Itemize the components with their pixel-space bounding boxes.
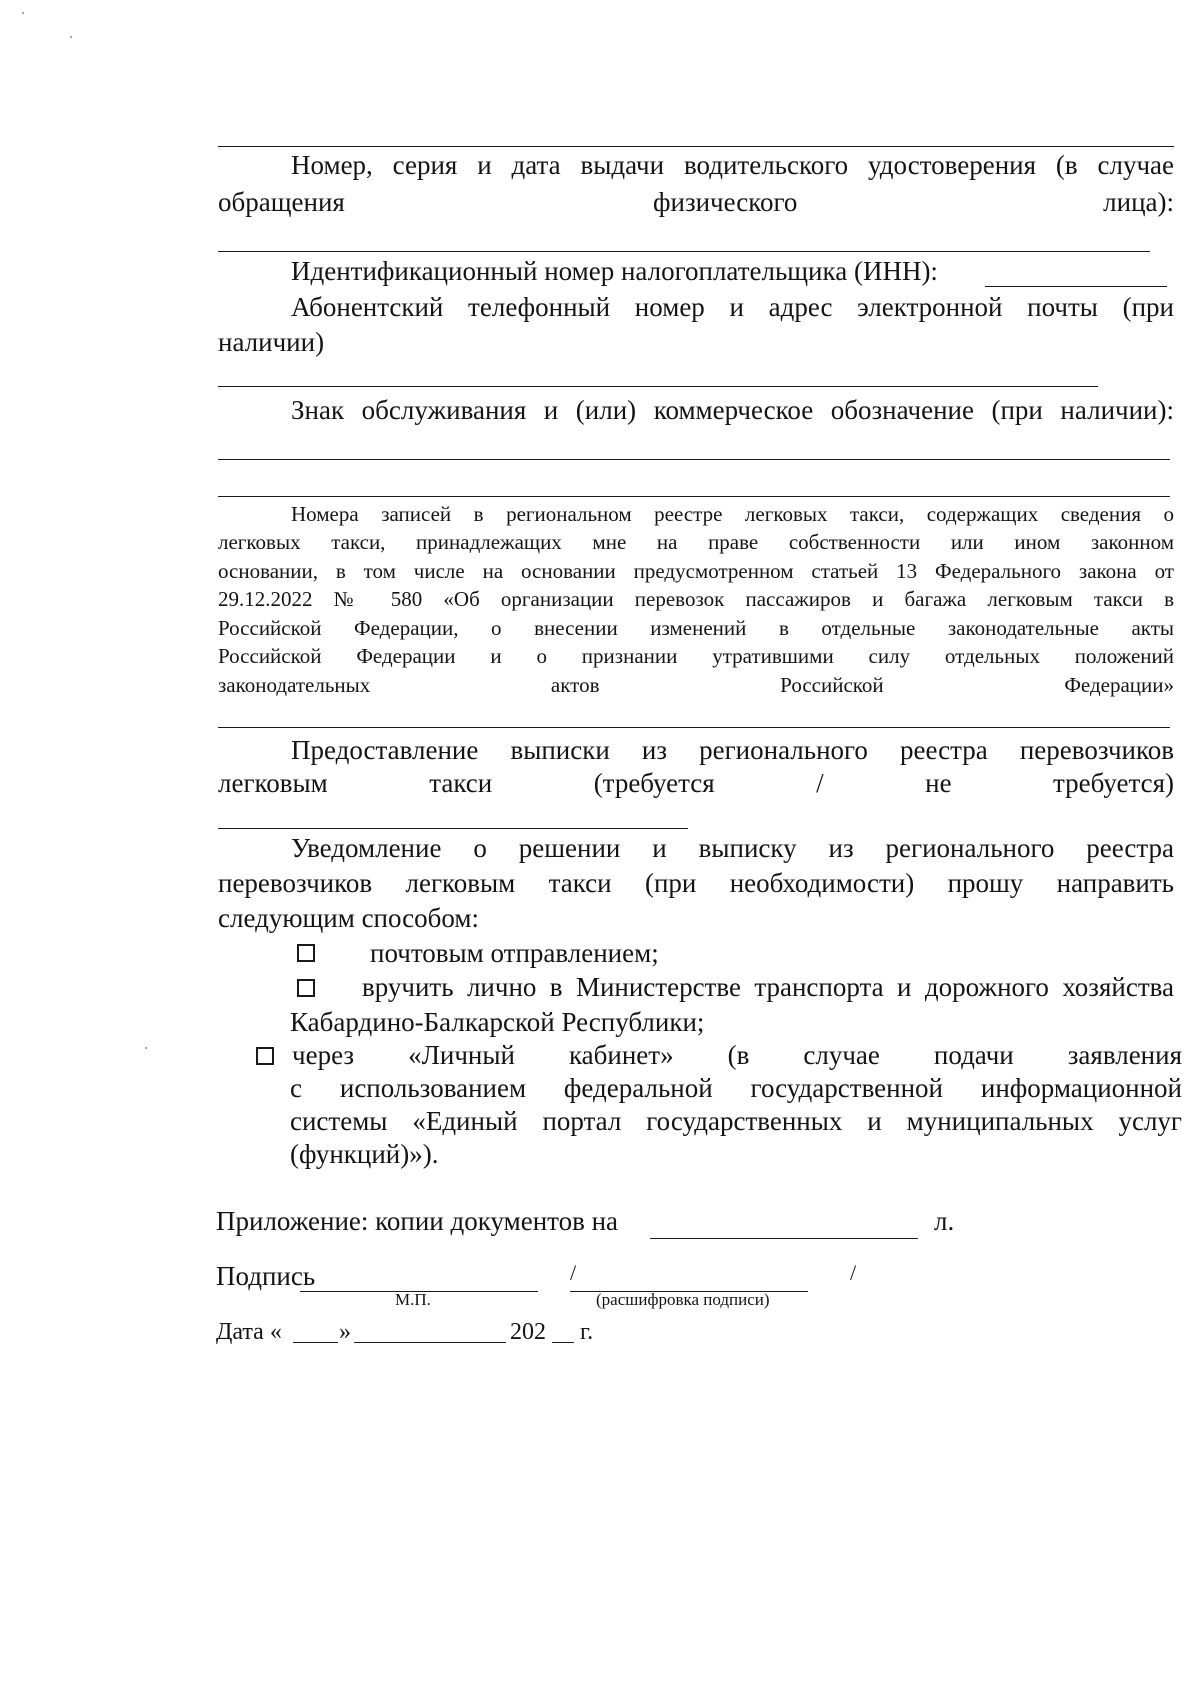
stamp-caption: М.П.: [395, 1290, 431, 1309]
option-personal-account-line1: через «Личный кабинет» (в случае подачи заявления: [292, 1040, 1182, 1070]
signature-slash-1: /: [570, 1260, 577, 1285]
attachment-suffix: л.: [934, 1206, 955, 1236]
checkbox-postal[interactable]: [297, 944, 315, 962]
date-close-quote: »: [339, 1319, 351, 1345]
registry-records-line4: 29.12.2022 № 580 «Об организации перевозок пассажиров и багажа легковым такси в: [218, 587, 1174, 611]
driver-license-word3: лица):: [1103, 187, 1174, 217]
option-personal-account-line2: с использованием федеральной государственной информационной: [290, 1073, 1182, 1103]
registry-records-blank-line[interactable]: [218, 727, 1170, 728]
option-postal-label: почтовым отправлением;: [370, 938, 659, 968]
registry-records-line2: легковых такси, принадлежащих мне на праве собственности или ином законном: [218, 530, 1174, 554]
checkbox-in-person[interactable]: [297, 979, 315, 997]
service-mark-label: Знак обслуживания и (или) коммерческое обозначение (при наличии):: [291, 395, 1174, 425]
driver-license-line1: Номер, серия и дата выдачи водительского удостоверения (в случае: [291, 150, 1174, 180]
option-in-person-line2: Кабардино-Балкарской Республики;: [290, 1007, 705, 1037]
notification-line1: Уведомление о решении и выписку из регионального реестра: [291, 833, 1174, 863]
date-year-prefix: 202: [510, 1319, 546, 1345]
extract-line2: легковым такси (требуется / не требуется): [218, 768, 1174, 798]
driver-license-blank-line[interactable]: [218, 251, 1150, 252]
registry-records-line6: Российской Федерации и о признании утратившими силу отдельных положений: [218, 644, 1174, 668]
inn-blank-line[interactable]: [985, 286, 1167, 287]
option-in-person-line1: вручить лично в Министерстве транспорта и дорожного хозяйства: [362, 972, 1174, 1002]
signature-decoding-caption: (расшифровка подписи): [596, 1290, 770, 1309]
signature-slash-2: /: [850, 1260, 857, 1285]
driver-license-line2: [218, 185, 1174, 219]
extract-line1: Предоставление выписки из регионального реестра перевозчиков: [291, 735, 1174, 765]
option-personal-account-line3: системы «Единый портал государственных и муниципальных услуг: [290, 1106, 1182, 1136]
checkbox-personal-account[interactable]: [256, 1047, 274, 1065]
registry-records-line3: основании, в том числе на основании предусмотренном статьей 13 Федерального закона от: [218, 559, 1174, 583]
date-year-blank-line[interactable]: [552, 1342, 574, 1343]
service-mark-blank-line-2[interactable]: [218, 496, 1170, 497]
scan-speck: [22, 12, 24, 14]
top-blank-line[interactable]: [218, 146, 1174, 147]
scan-speck: [70, 36, 72, 38]
contacts-line2: наличии): [218, 327, 325, 357]
service-mark-blank-line-1[interactable]: [218, 459, 1170, 460]
option-personal-account-line4: (функций)»).: [290, 1139, 439, 1169]
attachment-label: Приложение: копии документов на: [216, 1206, 619, 1236]
driver-license-word2: физического: [653, 187, 798, 217]
registry-records-line5: Российской Федерации, о внесении изменений в отдельные законодательные акты: [218, 616, 1174, 640]
date-month-blank-line[interactable]: [354, 1342, 506, 1343]
contacts-line1: Абонентский телефонный номер и адрес электронной почты (при: [291, 292, 1174, 322]
registry-records-line1: Номера записей в региональном реестре легковых такси, содержащих сведения о: [291, 502, 1174, 526]
notification-line2: перевозчиков легковым такси (при необходимости) прошу направить: [218, 868, 1174, 898]
contacts-blank-line[interactable]: [218, 386, 1098, 387]
driver-license-word1: обращения: [218, 187, 345, 217]
date-label: Дата «: [216, 1319, 282, 1345]
date-year-suffix: г.: [580, 1319, 594, 1345]
attachment-pages-blank-line[interactable]: [650, 1238, 918, 1239]
notification-line3: следующим способом:: [218, 903, 479, 933]
inn-label: Идентификационный номер налогоплательщика (ИНН):: [291, 256, 938, 286]
extract-blank-line[interactable]: [218, 828, 688, 829]
registry-records-line7: законодательных актов Российской Федерации»: [218, 673, 1174, 697]
date-day-blank-line[interactable]: [293, 1342, 338, 1343]
signature-label: Подпись: [216, 1261, 316, 1291]
scan-speck: [145, 1047, 147, 1049]
